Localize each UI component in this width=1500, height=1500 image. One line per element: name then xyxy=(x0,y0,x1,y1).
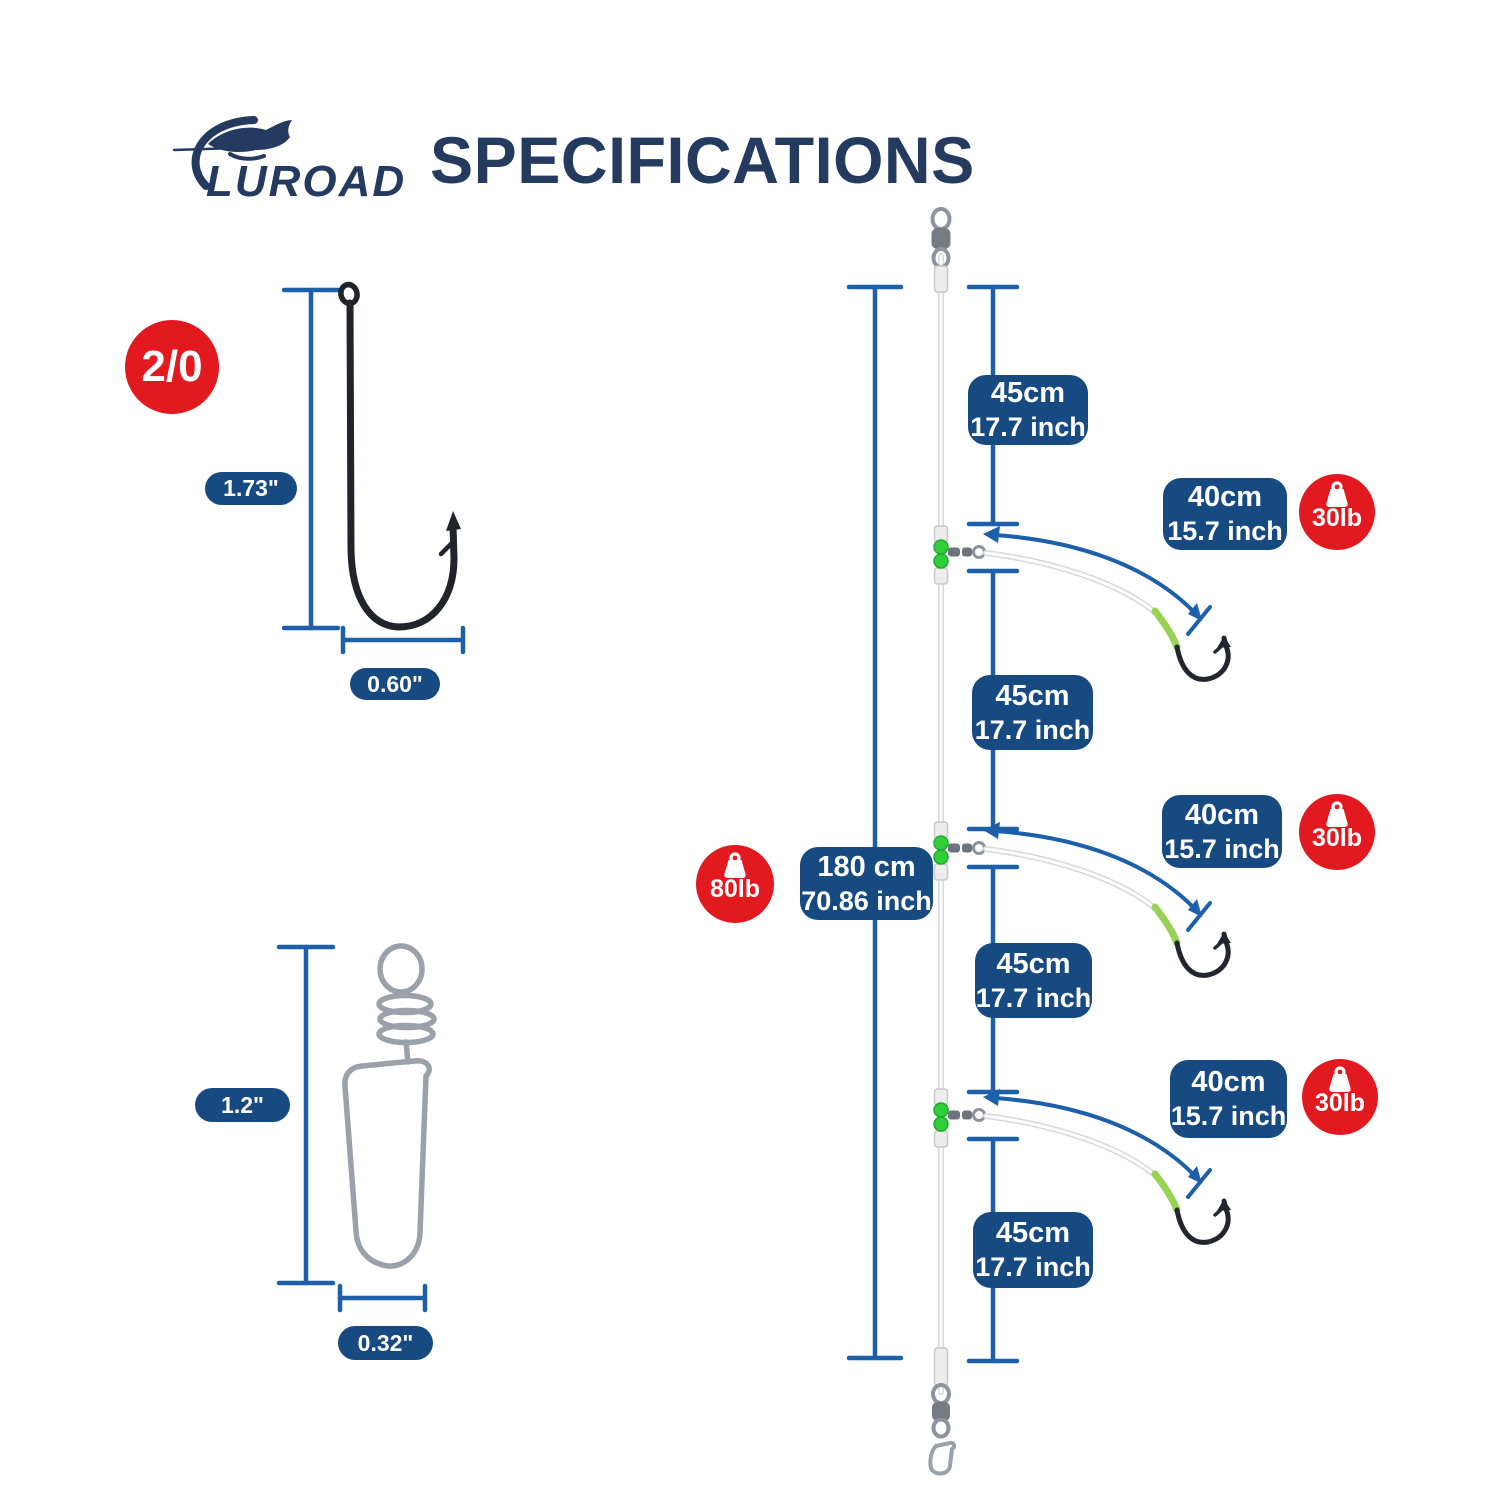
spacing-cm: 45cm xyxy=(990,377,1066,409)
snap-swivel-diagram xyxy=(279,946,434,1310)
snap-height-text: 1.2" xyxy=(221,1091,264,1118)
branch-cm: 40cm xyxy=(1187,481,1263,513)
spacing-label-4 xyxy=(973,1212,1093,1288)
brand-logo xyxy=(170,104,430,209)
hook-height-label xyxy=(205,472,297,505)
mainline-length-label xyxy=(800,847,933,920)
snap-width-label xyxy=(338,1326,433,1360)
spacing-cm: 45cm xyxy=(995,679,1070,712)
green-hook-sleeve xyxy=(1155,611,1177,647)
green-bead xyxy=(934,1117,948,1131)
spacing-inch: 17.7 inch xyxy=(974,714,1091,745)
branch-strength-badge-1 xyxy=(1299,474,1375,550)
hook-width-text: 0.60" xyxy=(367,670,423,697)
branch-cm: 40cm xyxy=(1184,798,1260,831)
branch-cm: 40cm xyxy=(1191,1066,1266,1098)
snap-width-measure-line xyxy=(340,1286,425,1310)
green-bead xyxy=(934,836,948,850)
green-bead xyxy=(934,554,948,568)
spacing-inch: 17.7 inch xyxy=(970,412,1086,442)
spacing-cm: 45cm xyxy=(995,1217,1071,1249)
spacing-label-3 xyxy=(975,943,1092,1018)
mainline-measure-line xyxy=(849,287,901,1358)
strength-text: 30lb xyxy=(1311,504,1363,532)
branch-inch: 15.7 inch xyxy=(1167,516,1283,546)
green-hook-sleeve xyxy=(1155,1174,1177,1210)
branch-label-2 xyxy=(1162,795,1282,868)
snap-height-measure-line xyxy=(279,947,333,1283)
strength-text: 80lb xyxy=(709,875,761,903)
page-title: SPECIFICATIONS xyxy=(430,123,975,197)
strength-text: 30lb xyxy=(1311,824,1363,852)
snap-width-text: 0.32" xyxy=(357,1329,414,1356)
spacing-cm: 45cm xyxy=(996,947,1071,980)
branch-label-1 xyxy=(1163,478,1287,550)
branch-strength-badge-2 xyxy=(1299,794,1375,870)
green-bead xyxy=(934,1103,948,1117)
hook-height-text: 1.73" xyxy=(223,475,279,501)
spacing-inch: 17.7 inch xyxy=(975,982,1092,1013)
hook-width-measure-line xyxy=(343,628,463,652)
branch-inch: 15.7 inch xyxy=(1164,833,1280,864)
strength-text: 30lb xyxy=(1314,1089,1366,1117)
snap-height-label xyxy=(195,1088,290,1122)
branch-label-3 xyxy=(1170,1060,1287,1138)
spacing-measure-line xyxy=(969,287,1017,1361)
hook-size-badge xyxy=(125,320,219,414)
hook-height-measure-line xyxy=(284,290,338,628)
hook-size-text: 2/0 xyxy=(141,342,203,391)
branch-strength-badge-3 xyxy=(1302,1059,1378,1135)
branch-inch: 15.7 inch xyxy=(1170,1101,1287,1131)
mainline-strength-badge xyxy=(696,845,774,923)
green-bead xyxy=(934,850,948,864)
green-hook-sleeve xyxy=(1155,907,1177,943)
brand-name-text: LUROAD xyxy=(206,157,407,206)
mainline-inch: 70.86 inch xyxy=(801,885,932,916)
spacing-label-2 xyxy=(972,675,1093,750)
fishing-hook-drawing xyxy=(339,283,461,627)
green-bead xyxy=(934,540,948,554)
hook-width-label xyxy=(350,668,440,700)
bottom-swivel-snap xyxy=(930,1348,954,1473)
spacing-label-1 xyxy=(968,375,1088,445)
spacing-inch: 17.7 inch xyxy=(975,1252,1091,1282)
top-barrel-swivel xyxy=(932,209,951,292)
hook-diagram xyxy=(284,283,463,652)
mainline-cm: 180 cm xyxy=(817,850,916,883)
snap-swivel-drawing xyxy=(345,946,434,1266)
